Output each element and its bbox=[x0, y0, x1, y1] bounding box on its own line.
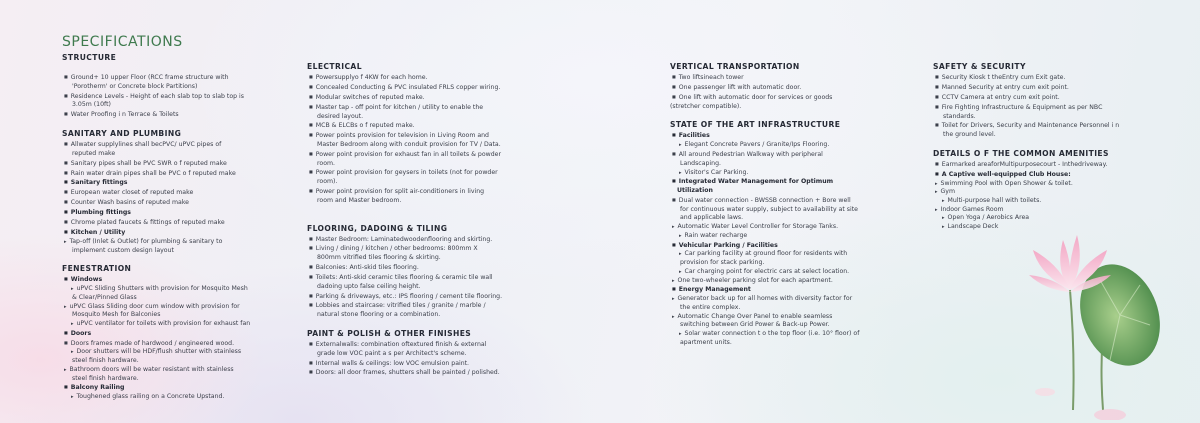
spec-item: ■ Living / dining / kitchen / other bedrooms: 800mm X bbox=[307, 244, 517, 254]
spec-item: ■ Residence Levels - Height of each slab top to slab top is bbox=[62, 92, 262, 102]
spec-item: ■ Power point provision for exhaust fan in all toilets & powder bbox=[307, 150, 517, 160]
spec-continuation: and applicable laws. bbox=[680, 214, 744, 222]
spec-item: ■ Externalwalls: combination oftextured finish & external bbox=[307, 340, 517, 350]
spec-subheading: ■ Kitchen / Utility bbox=[62, 228, 262, 238]
spec-subheading: ■ Sanitary fittings bbox=[62, 178, 262, 188]
spec-item: ■ Modular switches of reputed make. bbox=[307, 93, 517, 103]
spec-continuation: 'Porotherm' or Concrete block Partitions) bbox=[72, 82, 198, 90]
section-heading: DETAILS O F THE COMMON AMENITIES bbox=[933, 148, 1109, 158]
spec-item: ▸ Automatic Water Level Controller for Storage Tanks. bbox=[670, 223, 870, 232]
spec-item: ■ Water Proofing i n Terrace & Toilets bbox=[62, 110, 262, 120]
spec-continuation: Landscaping. bbox=[680, 159, 721, 167]
spec-item: ■ Power point provision for split air-conditioners in living bbox=[307, 187, 517, 197]
spec-item: ▸ Tap-off (Inlet & Outlet) for plumbing & sanitary to bbox=[62, 238, 262, 247]
spec-item: ▸ Swimming Pool with Open Shower & toilet. bbox=[933, 180, 1133, 189]
spec-subitem: ▸ Open Yoga / Aerobics Area bbox=[933, 214, 1133, 223]
spec-subheading: ■ A Captive well-equipped Club House: bbox=[933, 170, 1133, 180]
spec-continuation: natural stone flooring or a combination. bbox=[317, 311, 441, 319]
spacer bbox=[307, 215, 517, 224]
spec-subheading: ■ Windows bbox=[62, 275, 262, 285]
spec-subitem: ▸ Rain water recharge bbox=[670, 232, 870, 241]
section-heading: SAFETY & SECURITY bbox=[933, 62, 1026, 71]
spec-item: ■ Parking & driveways, etc.: IPS flooring / cement tile flooring. bbox=[307, 292, 517, 302]
spec-continuation: switching between Grid Power & Back-up Power. bbox=[680, 321, 830, 329]
spec-subitem: ▸ Landscape Deck bbox=[933, 223, 1133, 232]
spec-item: ▸ Gym bbox=[933, 188, 1133, 197]
spacer bbox=[307, 206, 517, 215]
spec-subitem: ▸ Elegant Concrete Pavers / Granite/Ips Flooring. bbox=[670, 141, 870, 150]
spec-item: ■ Two liftsineach tower bbox=[670, 73, 870, 83]
spec-continuation: provision for stack parking. bbox=[680, 259, 765, 267]
section-heading: STRUCTURE bbox=[62, 53, 117, 62]
spec-item: ■ Master Bedroom: Laminatedwoodenflooring and skirting. bbox=[307, 235, 517, 245]
spec-continuation: 800mm vitrified tiles flooring & skirting. bbox=[317, 254, 441, 262]
spec-item: ■ Power point provision for geysers in toilets (not for powder bbox=[307, 168, 517, 178]
spec-item: ■ Powersupplyo f 4KW for each home. bbox=[307, 73, 517, 83]
spec-continuation: 3.05m (10ft) bbox=[72, 101, 111, 109]
spec-item: ■ Master tap - off point for kitchen / utility to enable the bbox=[307, 103, 517, 113]
spec-continuation: dadoing upto false ceiling height. bbox=[317, 282, 421, 290]
spacer bbox=[62, 255, 262, 264]
spec-continuation: grade low VOC paint a s per Architect's scheme. bbox=[317, 349, 467, 357]
spec-item: ■ Toilet for Drivers, Security and Maintenance Personnel i n bbox=[933, 121, 1133, 131]
spec-item: ■ Doors frames made of hardwood / engineered wood. bbox=[62, 339, 262, 349]
spec-item: ■ Sanitary pipes shall be PVC SWR o f reputed make bbox=[62, 159, 262, 169]
spec-subheading: ■ Energy Management bbox=[670, 285, 870, 295]
section-heading: PAINT & POLISH & OTHER FINISHES bbox=[307, 328, 472, 338]
spec-item: ■ One lift with automatic door for services or goods bbox=[670, 93, 870, 103]
spec-item: ■ Earmarked areaforMultipurposecourt - Inthedriveway. bbox=[933, 160, 1133, 170]
spec-continuation: room). bbox=[317, 178, 338, 186]
spec-item: ▸ Bathroom doors will be water resistant with stainless bbox=[62, 366, 262, 375]
spec-item: ▸ Generator back up for all homes with diversity factor for bbox=[670, 295, 870, 304]
spec-item: ■ CCTV Camera at entry cum exit point. bbox=[933, 93, 1133, 103]
spec-subitem: ▸ Toughened glass railing on a Concrete Upstand. bbox=[62, 393, 262, 402]
column-electrical bbox=[307, 62, 517, 378]
spec-subitem: ▸ Car charging point for electric cars at select location. bbox=[670, 268, 870, 277]
spec-continuation: for continuous water supply, subject to availability at site bbox=[680, 205, 858, 213]
spec-continuation: room and Master bedroom. bbox=[317, 196, 402, 204]
spec-item: ■ Manned Security at entry cum exit point. bbox=[933, 83, 1133, 93]
spec-continuation: desired layout. bbox=[317, 112, 364, 120]
spec-item: ■ Security Kiosk t theEntry cum Exit gate. bbox=[933, 73, 1133, 83]
spacer bbox=[933, 140, 1133, 149]
spec-item: ■ Doors: all door frames, shutters shall be painted / polished. bbox=[307, 368, 517, 378]
section-heading: VERTICAL TRANSPORTATION bbox=[670, 62, 800, 71]
spec-continuation: (stretcher compatible). bbox=[670, 102, 742, 110]
spec-subitem: ▸ uPVC ventilator for toilets with provision for exhaust fan bbox=[62, 320, 262, 329]
section-heading: ELECTRICAL bbox=[307, 62, 362, 71]
spec-item: ■ Ground+ 10 upper Floor (RCC frame structure with bbox=[62, 73, 262, 83]
column-safety bbox=[933, 62, 1133, 232]
spec-item: ■ Toilets: Anti-skid ceramic tiles flooring & ceramic tile wall bbox=[307, 273, 517, 283]
spec-subitem: ▸ Multi-purpose hall with toilets. bbox=[933, 197, 1133, 206]
spec-item: ■ MCB & ELCBs o f reputed make. bbox=[307, 121, 517, 131]
spec-subheading: ■ Facilities bbox=[670, 131, 870, 141]
section-heading: FENESTRATION bbox=[62, 264, 132, 274]
spec-item: ▸ One two-wheeler parking slot for each apartment. bbox=[670, 277, 870, 286]
lotus-illustration bbox=[1015, 220, 1165, 420]
section-heading: FLOORING, DADOING & TILING bbox=[307, 223, 448, 233]
spec-continuation: reputed make bbox=[72, 149, 116, 157]
spec-item: ■ Concealed Conducting & PVC insulated FRLS copper wiring. bbox=[307, 83, 517, 93]
spec-continuation: the entire complex. bbox=[680, 303, 741, 311]
spec-item: ■ Power points provision for television in Living Room and bbox=[307, 131, 517, 141]
spec-item: ■ Lobbies and staircase: vitrified tiles / granite / marble / bbox=[307, 301, 517, 311]
spec-subheading: ■ Doors bbox=[62, 329, 262, 339]
section-heading: SANITARY AND PLUMBING bbox=[62, 129, 182, 139]
page-title: SPECIFICATIONS bbox=[62, 34, 183, 50]
spec-continuation: room. bbox=[317, 159, 335, 167]
spec-item: ■ One passenger lift with automatic door. bbox=[670, 83, 870, 93]
spec-subitem: ▸ uPVC Sliding Shutters with provision for Mosquito Mesh bbox=[62, 285, 262, 294]
spec-item: ■ Internal walls & ceilings: low VOC emulsion paint. bbox=[307, 359, 517, 369]
spec-continuation: & Clear/Pinned Glass bbox=[72, 293, 137, 301]
spec-item: ■ Rain water drain pipes shall be PVC o f reputed make bbox=[62, 169, 262, 179]
spec-subitem: ▸ Visitor's Car Parking. bbox=[670, 169, 870, 178]
spec-item: ■ Dual water connection - BWSSB connection + Bore well bbox=[670, 196, 870, 206]
spec-continuation: Mosquito Mesh for Balconies bbox=[72, 311, 161, 319]
spec-subheading: ■ Plumbing fittings bbox=[62, 208, 262, 218]
spec-continuation: standards. bbox=[943, 112, 976, 120]
column-infrastructure bbox=[670, 62, 870, 347]
spec-item: ■ European water closet of reputed make bbox=[62, 188, 262, 198]
spec-continuation: the ground level. bbox=[943, 131, 996, 139]
spec-item: ■ Fire Fighting Infrastructure & Equipment as per NBC bbox=[933, 103, 1133, 113]
column-structure bbox=[62, 53, 262, 402]
spec-subheading: ■ Balcony Railing bbox=[62, 383, 262, 393]
spacer bbox=[62, 64, 262, 73]
section-heading: STATE OF THE ART INFRASTRUCTURE bbox=[670, 120, 841, 130]
spec-subheading: ■ Vehicular Parking / Facilities bbox=[670, 241, 870, 251]
spec-item: ■ Counter Wash basins of reputed make bbox=[62, 198, 262, 208]
spec-subheading: ■ Integrated Water Management for Optimum Utilization bbox=[670, 177, 870, 196]
spec-item: ▸ Indoor Games Room bbox=[933, 206, 1133, 215]
spec-item: ▸ uPVC Glass Sliding door cum window with provision for bbox=[62, 303, 262, 312]
spec-continuation: steel finish hardware. bbox=[72, 357, 139, 365]
spec-subitem: ▸ Car parking facility at ground floor for residents with bbox=[670, 250, 870, 259]
spacer bbox=[307, 320, 517, 329]
spec-item: ■ All around Pedestrian Walkway with peripheral bbox=[670, 150, 870, 160]
spec-item: ■ Balconies: Anti-skid tiles flooring. bbox=[307, 263, 517, 273]
spec-item: ■ Chrome plated faucets & fittings of reputed make bbox=[62, 218, 262, 228]
spec-subitem: ▸ Solar water connection t o the top floor (i.e. 10° floor) of bbox=[670, 330, 870, 339]
spec-item: ▸ Automatic Change Over Panel to enable seamless bbox=[670, 313, 870, 322]
spacer bbox=[670, 111, 870, 120]
spec-continuation: apartment units. bbox=[680, 338, 732, 346]
spacer bbox=[62, 120, 262, 129]
spec-continuation: Master Bedroom along with conduit provision for TV / Data. bbox=[317, 141, 501, 149]
spec-item: ■ Allwater supplylines shall becPVC/ uPVC pipes of bbox=[62, 140, 262, 150]
spec-continuation: steel finish hardware. bbox=[72, 374, 139, 382]
spec-subitem: ▸ Door shutters will be HDF/flush shutter with stainless bbox=[62, 348, 262, 357]
spec-continuation: implement custom design layout bbox=[72, 246, 174, 254]
